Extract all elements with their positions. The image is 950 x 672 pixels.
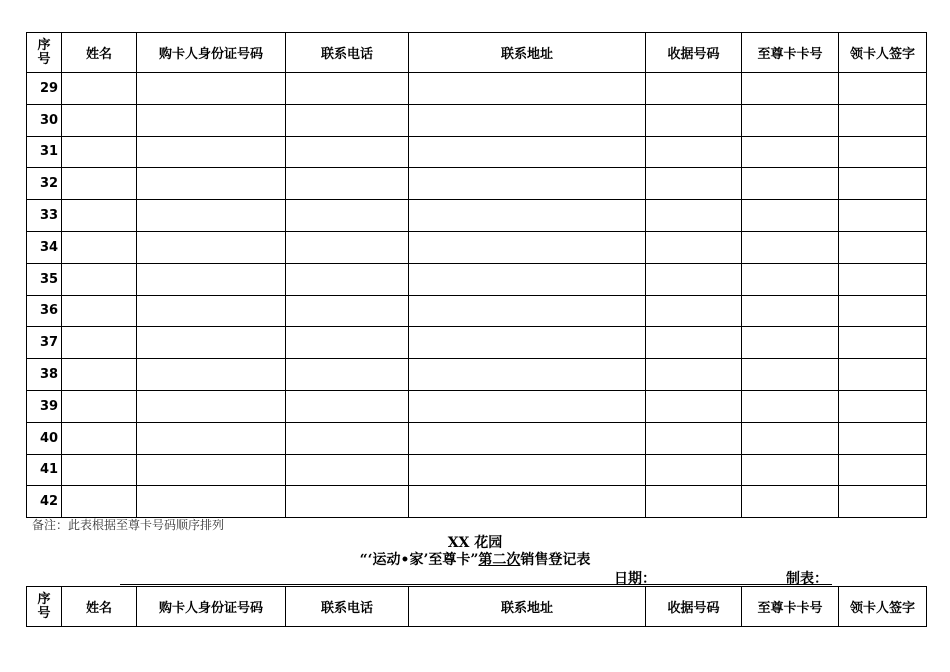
cell-address	[409, 295, 646, 327]
cell-id-card	[137, 200, 286, 232]
cell-receipt	[646, 327, 742, 359]
header-id-card: 购卡人身份证号码	[137, 33, 286, 73]
header-seq-line1: 序	[37, 37, 51, 53]
cell-name	[62, 390, 137, 422]
row-number: 30	[27, 104, 62, 136]
subtitle-part3: 销售登记表	[520, 552, 591, 568]
header-card-no: 至尊卡卡号	[742, 33, 839, 73]
cell-id-card	[137, 327, 286, 359]
row-number: 34	[27, 231, 62, 263]
cell-signature	[839, 359, 927, 391]
table-body	[27, 73, 927, 518]
header-seq	[27, 587, 62, 627]
maker-label: 制表：	[786, 571, 828, 587]
cell-receipt	[646, 73, 742, 105]
row-number: 31	[27, 136, 62, 168]
table-row	[27, 486, 927, 518]
cell-address	[409, 104, 646, 136]
header-phone: 联系电话	[286, 33, 409, 73]
cell-id-card	[137, 263, 286, 295]
cell-address	[409, 486, 646, 518]
table-row	[27, 390, 927, 422]
cell-receipt	[646, 295, 742, 327]
cell-id-card	[137, 422, 286, 454]
cell-card-no	[742, 359, 839, 391]
table-row	[27, 104, 927, 136]
table-row	[27, 73, 927, 105]
cell-card-no	[742, 231, 839, 263]
page-title: XX 花园	[447, 535, 503, 551]
subtitle-part1: “‘运动•家’至尊卡”	[359, 552, 479, 568]
cell-signature	[839, 422, 927, 454]
cell-phone	[286, 231, 409, 263]
cell-id-card	[137, 390, 286, 422]
cell-phone	[286, 136, 409, 168]
cell-signature	[839, 454, 927, 486]
cell-name	[62, 359, 137, 391]
cell-name	[62, 454, 137, 486]
cell-name	[62, 136, 137, 168]
table-row	[27, 454, 927, 486]
cell-card-no	[742, 73, 839, 105]
cell-phone	[286, 359, 409, 391]
cell-phone	[286, 390, 409, 422]
cell-signature	[839, 136, 927, 168]
cell-phone	[286, 295, 409, 327]
row-number: 37	[27, 327, 62, 359]
header-name: 姓名	[62, 587, 137, 627]
cell-signature	[839, 104, 927, 136]
cell-name	[62, 327, 137, 359]
cell-id-card	[137, 454, 286, 486]
cell-signature	[839, 168, 927, 200]
header-card-no: 至尊卡卡号	[742, 587, 839, 627]
page-subtitle	[0, 549, 950, 569]
row-number: 39	[27, 390, 62, 422]
cell-phone	[286, 168, 409, 200]
cell-receipt	[646, 231, 742, 263]
cell-address	[409, 454, 646, 486]
cell-receipt	[646, 168, 742, 200]
header-seq-line2: 号	[37, 51, 51, 67]
cell-name	[62, 422, 137, 454]
cell-signature	[839, 73, 927, 105]
row-number: 32	[27, 168, 62, 200]
table-row	[27, 359, 927, 391]
header-phone: 联系电话	[286, 587, 409, 627]
table-row	[27, 327, 927, 359]
cell-name	[62, 295, 137, 327]
cell-name	[62, 104, 137, 136]
cell-receipt	[646, 422, 742, 454]
cell-phone	[286, 454, 409, 486]
cell-card-no	[742, 295, 839, 327]
cell-address	[409, 231, 646, 263]
table-row	[27, 231, 927, 263]
cell-card-no	[742, 327, 839, 359]
cell-name	[62, 73, 137, 105]
date-label: 日期：	[614, 571, 656, 587]
cell-phone	[286, 73, 409, 105]
cell-address	[409, 327, 646, 359]
header-seq-line1: 序	[37, 591, 51, 607]
cell-signature	[839, 486, 927, 518]
row-number: 42	[27, 486, 62, 518]
header-signature: 领卡人签字	[839, 587, 927, 627]
cell-receipt	[646, 104, 742, 136]
cell-receipt	[646, 263, 742, 295]
cell-phone	[286, 486, 409, 518]
table-row	[27, 295, 927, 327]
meta-underline	[120, 584, 832, 585]
cell-receipt	[646, 136, 742, 168]
cell-address	[409, 263, 646, 295]
cell-name	[62, 231, 137, 263]
row-number: 41	[27, 454, 62, 486]
footnote: 备注：此表根据至尊卡号码顺序排列	[32, 518, 225, 532]
cell-receipt	[646, 454, 742, 486]
cell-signature	[839, 263, 927, 295]
cell-address	[409, 390, 646, 422]
registration-table-bottom	[26, 586, 927, 627]
cell-address	[409, 73, 646, 105]
cell-card-no	[742, 168, 839, 200]
cell-name	[62, 168, 137, 200]
cell-id-card	[137, 73, 286, 105]
cell-address	[409, 136, 646, 168]
cell-id-card	[137, 295, 286, 327]
cell-card-no	[742, 486, 839, 518]
cell-card-no	[742, 263, 839, 295]
cell-receipt	[646, 486, 742, 518]
table-header-row	[27, 587, 927, 627]
header-receipt: 收据号码	[646, 587, 742, 627]
cell-name	[62, 486, 137, 518]
cell-signature	[839, 231, 927, 263]
header-address: 联系地址	[409, 587, 646, 627]
cell-card-no	[742, 200, 839, 232]
row-number: 35	[27, 263, 62, 295]
cell-phone	[286, 263, 409, 295]
cell-phone	[286, 104, 409, 136]
cell-receipt	[646, 390, 742, 422]
cell-card-no	[742, 422, 839, 454]
cell-name	[62, 200, 137, 232]
cell-id-card	[137, 486, 286, 518]
cell-phone	[286, 327, 409, 359]
cell-id-card	[137, 168, 286, 200]
table-row	[27, 422, 927, 454]
header-signature: 领卡人签字	[839, 33, 927, 73]
table-row	[27, 263, 927, 295]
row-number: 29	[27, 73, 62, 105]
registration-table-top	[26, 32, 927, 518]
cell-card-no	[742, 104, 839, 136]
cell-id-card	[137, 359, 286, 391]
cell-card-no	[742, 136, 839, 168]
cell-phone	[286, 422, 409, 454]
table-row	[27, 136, 927, 168]
cell-receipt	[646, 359, 742, 391]
cell-id-card	[137, 231, 286, 263]
cell-address	[409, 359, 646, 391]
table-header-row	[27, 33, 927, 73]
header-receipt: 收据号码	[646, 33, 742, 73]
cell-address	[409, 422, 646, 454]
header-id-card: 购卡人身份证号码	[137, 587, 286, 627]
cell-id-card	[137, 104, 286, 136]
cell-signature	[839, 390, 927, 422]
cell-signature	[839, 327, 927, 359]
table-row	[27, 200, 927, 232]
header-address: 联系地址	[409, 33, 646, 73]
row-number: 33	[27, 200, 62, 232]
cell-receipt	[646, 200, 742, 232]
cell-signature	[839, 295, 927, 327]
cell-phone	[286, 200, 409, 232]
table-row	[27, 168, 927, 200]
cell-card-no	[742, 390, 839, 422]
subtitle-part2: 第二次	[478, 552, 521, 568]
header-name: 姓名	[62, 33, 137, 73]
row-number: 36	[27, 295, 62, 327]
cell-name	[62, 263, 137, 295]
cell-card-no	[742, 454, 839, 486]
cell-address	[409, 200, 646, 232]
row-number: 38	[27, 359, 62, 391]
cell-id-card	[137, 136, 286, 168]
cell-signature	[839, 200, 927, 232]
row-number: 40	[27, 422, 62, 454]
cell-address	[409, 168, 646, 200]
header-seq	[27, 33, 62, 73]
header-seq-line2: 号	[37, 605, 51, 621]
